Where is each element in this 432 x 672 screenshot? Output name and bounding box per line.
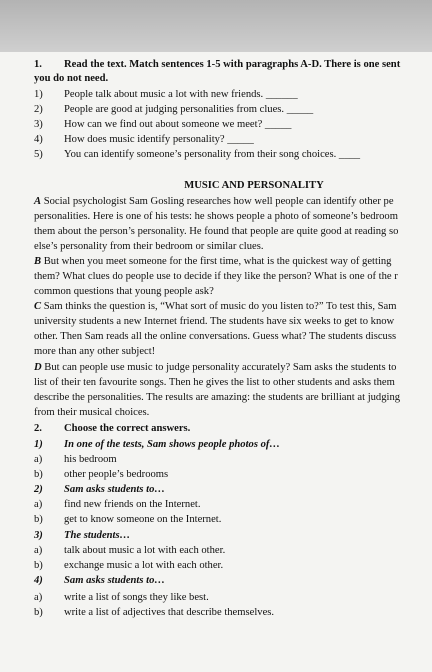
option-text: his bedroom — [64, 454, 117, 465]
question-stem — [34, 483, 165, 497]
task1-item — [34, 88, 298, 102]
paragraph-a-line: them about the person’s personality. He found that people are quite good at reading so — [34, 226, 399, 237]
item-number: 4) — [34, 134, 43, 145]
item-number: 5) — [34, 149, 43, 160]
answer-option — [34, 559, 223, 573]
paragraph-b-line — [34, 255, 391, 269]
paragraph-b-line: common questions that young people ask? — [34, 286, 214, 297]
option-letter: b) — [34, 560, 43, 571]
question-number: 4) — [34, 575, 43, 586]
option-letter: b) — [34, 514, 43, 525]
paragraph-b-line: them? What clues do people use to decide if they like the person? What is one of the r — [34, 271, 398, 282]
task2-number: 2. — [34, 423, 42, 434]
paragraph-letter: D — [34, 362, 42, 373]
answer-option — [34, 513, 221, 527]
paragraph-a-line — [34, 195, 394, 209]
answer-option — [34, 606, 274, 620]
question-stem — [34, 529, 130, 543]
paragraph-letter: B — [34, 256, 42, 267]
answer-option — [34, 544, 225, 558]
paragraph-c-line: other. Then Sam reads all the online conversations. Guess what? The students discuss — [34, 331, 397, 342]
task1-item — [34, 133, 254, 147]
option-letter: b) — [34, 607, 43, 618]
task1-instruction-line2: you do not need. — [34, 73, 109, 84]
option-letter: a) — [34, 454, 43, 465]
question-number: 2) — [34, 484, 43, 495]
paragraph-text: Sam thinks the question is, “What sort of music do you listen to?” To test this, Sam — [41, 301, 397, 312]
paragraph-letter: A — [34, 196, 42, 207]
task1-header — [34, 58, 400, 72]
paragraph-c-line — [34, 300, 396, 314]
task1-instruction-line1: Read the text. Match sentences 1-5 with paragraphs A-D. There is one sent — [64, 59, 401, 70]
option-text: other people’s bedrooms — [64, 469, 169, 480]
worksheet-page — [0, 52, 432, 672]
task2-instruction: Choose the correct answers. — [64, 423, 191, 434]
option-text: write a list of songs they like best. — [64, 592, 209, 603]
paragraph-letter: C — [34, 301, 42, 312]
item-text: How can we find out about someone we meet? _____ — [64, 119, 292, 130]
question-text: Sam asks students to… — [64, 575, 165, 586]
option-text: find new friends on the Internet. — [64, 499, 201, 510]
task1-item — [34, 103, 313, 117]
text-title: MUSIC AND PERSONALITY — [184, 180, 324, 191]
question-number: 3) — [34, 530, 43, 541]
paragraph-a-line: personalities. Here is one of his tests: he shows people a photo of someone’s bedroom — [34, 211, 398, 222]
paragraph-d-line: list of their ten favourite songs. Then he gives the list to other students and asks them — [34, 377, 395, 388]
question-text: In one of the tests, Sam shows people photos of… — [64, 439, 281, 450]
paragraph-c-line: university students a new Internet friend. The students have six weeks to get to know — [34, 316, 395, 327]
option-letter: b) — [34, 469, 43, 480]
question-number: 1) — [34, 439, 43, 450]
item-text: People are good at judging personalities from clues. _____ — [64, 104, 314, 115]
task1-item — [34, 118, 291, 132]
item-text: How does music identify personality? _____ — [64, 134, 254, 145]
paragraph-text: But can people use music to judge personality accurately? Sam asks the students to — [41, 362, 397, 373]
item-number: 3) — [34, 119, 43, 130]
item-text: People talk about music a lot with new friends. ______ — [64, 89, 298, 100]
task1-item — [34, 148, 360, 162]
answer-option — [34, 468, 168, 482]
item-number: 2) — [34, 104, 43, 115]
answer-option — [34, 453, 117, 467]
option-text: exchange music a lot with each other. — [64, 560, 224, 571]
question-stem — [34, 574, 165, 588]
option-text: get to know someone on the Internet. — [64, 514, 222, 525]
photo-top-background — [0, 0, 432, 52]
paragraph-text: But when you meet someone for the first time, what is the quickest way of getting — [41, 256, 392, 267]
option-text: talk about music a lot with each other. — [64, 545, 226, 556]
option-letter: a) — [34, 545, 43, 556]
item-text: You can identify someone’s personality from their song choices. ____ — [64, 149, 361, 160]
answer-option — [34, 591, 209, 605]
task2-header — [34, 422, 190, 436]
paragraph-d-line: from their musical choices. — [34, 407, 150, 418]
paragraph-text: Social psychologist Sam Gosling researches how well people can identify other pe — [41, 196, 394, 207]
task1-number: 1. — [34, 59, 42, 70]
option-letter: a) — [34, 592, 43, 603]
paragraph-d-line — [34, 361, 396, 375]
question-text: The students… — [64, 530, 131, 541]
answer-option — [34, 498, 201, 512]
question-text: Sam asks students to… — [64, 484, 165, 495]
option-letter: a) — [34, 499, 43, 510]
option-text: write a list of adjectives that describe themselves. — [64, 607, 275, 618]
paragraph-a-line: else’s personality from their bedroom or similar clues. — [34, 241, 264, 252]
item-number: 1) — [34, 89, 43, 100]
paragraph-d-line: describe the personalities. The results are amazing: the students are brilliant at judging — [34, 392, 401, 403]
question-stem — [34, 438, 280, 452]
paragraph-c-line: more than any other subject! — [34, 346, 156, 357]
